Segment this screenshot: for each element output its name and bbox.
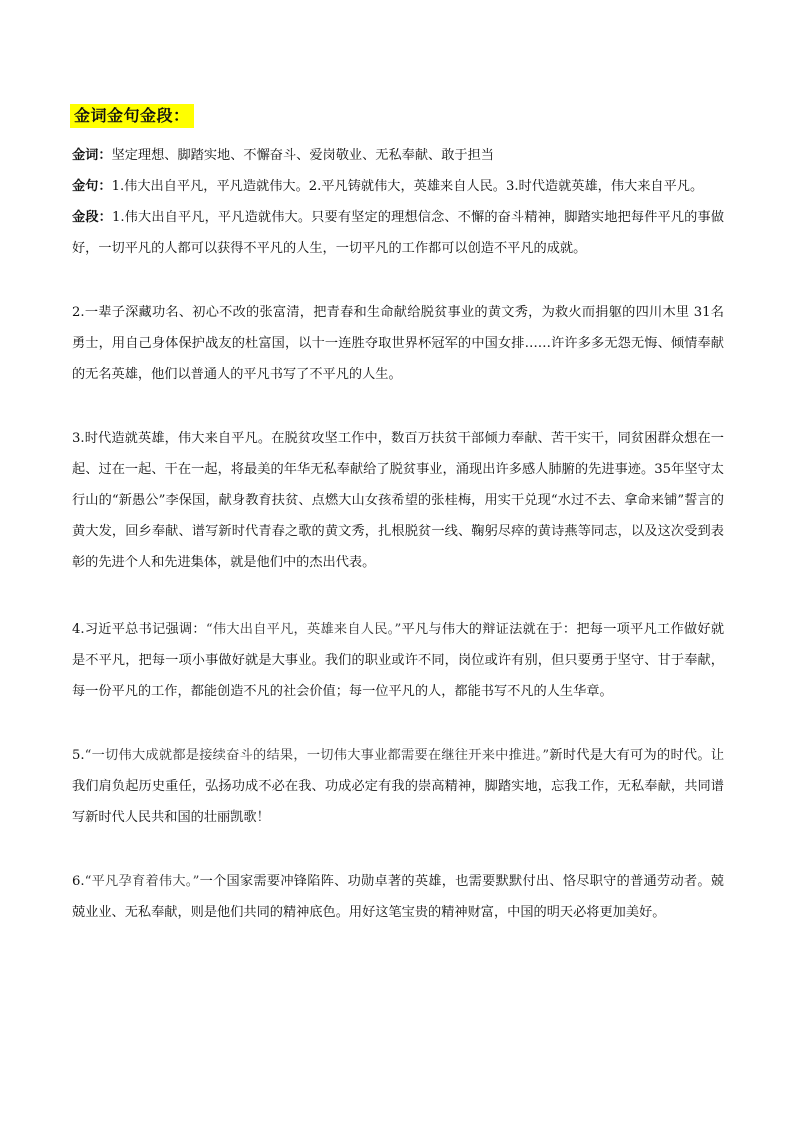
sentences-label: 金句： xyxy=(72,179,112,194)
paragraph-6-quote: “平凡孕育着伟大。” xyxy=(84,874,200,889)
paragraph-2 xyxy=(72,297,724,390)
paragraphs-label: 金段： xyxy=(72,210,112,225)
paragraph-6-text: 一个国家需要冲锋陷阵、功勋卓著的英雄，也需要默默付出、恪尽职守的普通劳动者。兢兢业业、无私奉献，则是他们共同的精神底色。用好这笔宝贵的精神财富，中国的明天必将更加美好。 xyxy=(72,874,724,920)
section-title-wrap xyxy=(70,104,194,128)
paragraph-1-text: 1.伟大出自平凡，平凡造就伟大。只要有坚定的理想信念、不懈的奋斗精神，脚踏实地把每件平凡的事做好，一切平凡的人都可以获得不平凡的人生，一切平凡的工作都可以创造不平凡的成就。 xyxy=(72,210,725,256)
sentences-text: 1.伟大出自平凡，平凡造就伟大。2.平凡铸就伟大，英雄来自人民。3.时代造就英雄，伟大来自平凡。 xyxy=(111,179,704,194)
paragraph-4 xyxy=(72,614,724,707)
paragraph-5-quote: “一切伟大成就都是接续奋斗的结果，一切伟大事业都需要在继往开来中推进。” xyxy=(84,748,550,763)
keywords-line xyxy=(72,140,724,171)
keywords-text: 坚定理想、脚踏实地、不懈奋斗、爱岗敬业、无私奉献、敢于担当 xyxy=(111,148,494,163)
paragraph-3-text: 3.时代造就英雄，伟大来自平凡。在脱贫攻坚工作中，数百万扶贫干部倾力奉献、苦干实干，同贫困群众想在一起、过在一起、干在一起，将最美的年华无私奉献给了脱贫事业，涌现出许多感人肺腑的先进事迹。35年坚守太行山的“新愚公”李保国，献身教育扶贫、点燃大山女孩希望的张桂梅，用实干兑现“水过不去、拿命来铺”誓言的黄大发，回乡奉献、谱写新时代青春之歌的黄文秀，扎根脱贫一线、鞠躬尽瘁的黄诗燕等同志，以及这次受到表彰的先进个人和先进集体，就是他们中的杰出代表。 xyxy=(72,431,724,570)
paragraph-1 xyxy=(72,202,724,264)
paragraph-6-prefix: 6. xyxy=(72,874,85,889)
paragraph-5-prefix: 5. xyxy=(72,748,85,763)
paragraph-4-text: 平凡与伟大的辩证法就在于：把每一项平凡工作做好就是不平凡，把每一项小事做好就是大事业。我们的职业或许不同，岗位或许有别，但只要勇于坚守、甘于奉献，每一份平凡的工作，都能创造不凡的社会价值；每一位平凡的人，都能书写不凡的人生华章。 xyxy=(72,622,725,699)
paragraph-5-text: 新时代是大有可为的时代。让我们肩负起历史重任，弘扬功成不必在我、功成必定有我的崇高精神，脚踏实地，忘我工作，无私奉献，共同谱写新时代人民共和国的壮丽凯歌！ xyxy=(72,748,725,825)
paragraph-2-text: 2.一辈子深藏功名、初心不改的张富清，把青春和生命献给脱贫事业的黄文秀，为救火而捐躯的四川木里 31名勇士，用自己身体保护战友的杜富国，以十一连胜夺取世界杯冠军的中国女排……许许多多无怨无悔、倾情奉献的无名英雄，他们以普通人的平凡书写了不平凡的人生。 xyxy=(72,305,724,382)
paragraph-6 xyxy=(72,866,724,928)
keywords-label: 金词： xyxy=(72,148,112,163)
paragraph-4-prefix: 4.习近平总书记强调： xyxy=(72,622,206,637)
paragraph-5 xyxy=(72,740,724,833)
section-title: 金词金句金段： xyxy=(70,104,194,128)
paragraph-3 xyxy=(72,423,724,578)
paragraph-4-quote: “伟大出自平凡，英雄来自人民。” xyxy=(205,622,402,637)
sentences-line xyxy=(72,171,724,202)
